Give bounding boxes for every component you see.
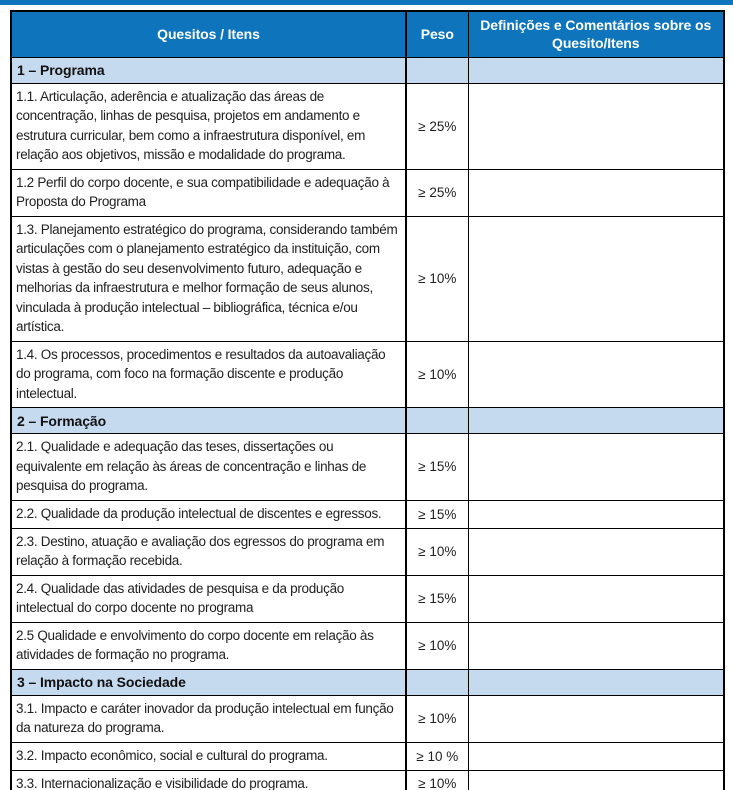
column-header-peso: Peso	[406, 11, 468, 57]
item-peso-cell: ≥ 25%	[406, 83, 468, 169]
item-comment-cell	[468, 169, 724, 216]
item-comment-cell	[468, 500, 724, 528]
section-peso-cell	[406, 57, 468, 83]
item-comment-cell	[468, 770, 724, 790]
item-text-cell: 3.2. Impacto econômico, social e cultural do programa.	[11, 742, 406, 770]
item-comment-cell	[468, 695, 724, 742]
item-peso-cell: ≥ 15%	[406, 500, 468, 528]
item-text-cell: 1.2 Perfil do corpo docente, e sua compatibilidade e adequação à Proposta do Programa	[11, 169, 406, 216]
item-text-cell: 1.1. Articulação, aderência e atualização das áreas de concentração, linhas de pesquisa, projetos em andamento e estrutura curricular, bem como a infraestrutura disponível, em relação aos objetivos, missão e modalidade do programa.	[11, 83, 406, 169]
table-body	[11, 57, 724, 790]
section-peso-cell	[406, 669, 468, 695]
item-text-cell: 1.4. Os processos, procedimentos e resultados da autoavaliação do programa, com foco na formação discente e produção intelectual.	[11, 341, 406, 408]
evaluation-table	[10, 10, 725, 790]
item-text-cell: 1.3. Planejamento estratégico do programa, considerando também articulações com o planejamento estratégico da instituição, com vistas à gestão do seu desenvolvimento futuro, adequação e melhorias da infraestrutura e melhor formação de seus alunos, vinculada à produção intelectual – bibliográfica, técnica e/ou artística.	[11, 216, 406, 341]
item-peso-cell: ≥ 10%	[406, 341, 468, 408]
item-row	[11, 341, 724, 408]
item-row	[11, 500, 724, 528]
item-row	[11, 742, 724, 770]
section-label: 2 – Formação	[11, 408, 406, 434]
section-comment-cell	[468, 669, 724, 695]
item-comment-cell	[468, 341, 724, 408]
item-comment-cell	[468, 575, 724, 622]
item-comment-cell	[468, 83, 724, 169]
item-row	[11, 622, 724, 669]
section-comment-cell	[468, 57, 724, 83]
item-peso-cell: ≥ 10%	[406, 770, 468, 790]
item-peso-cell: ≥ 10%	[406, 528, 468, 575]
top-blue-rule	[0, 0, 733, 5]
item-peso-cell: ≥ 15%	[406, 575, 468, 622]
section-row	[11, 408, 724, 434]
item-row	[11, 216, 724, 341]
item-comment-cell	[468, 742, 724, 770]
item-peso-cell: ≥ 10 %	[406, 742, 468, 770]
section-label: 3 – Impacto na Sociedade	[11, 669, 406, 695]
item-peso-cell: ≥ 10%	[406, 695, 468, 742]
section-peso-cell	[406, 408, 468, 434]
item-peso-cell: ≥ 25%	[406, 169, 468, 216]
item-row	[11, 575, 724, 622]
item-row	[11, 695, 724, 742]
item-row	[11, 169, 724, 216]
item-text-cell: 2.4. Qualidade das atividades de pesquisa e da produção intelectual do corpo docente no programa	[11, 575, 406, 622]
column-header-quesitos-itens: Quesitos / Itens	[11, 11, 406, 57]
item-text-cell: 2.1. Qualidade e adequação das teses, dissertações ou equivalente em relação às áreas de concentração e linhas de pesquisa do programa.	[11, 434, 406, 501]
item-peso-cell: ≥ 15%	[406, 434, 468, 501]
item-text-cell: 2.5 Qualidade e envolvimento do corpo docente em relação às atividades de formação no programa.	[11, 622, 406, 669]
item-text-cell: 3.1. Impacto e caráter inovador da produção intelectual em função da natureza do programa.	[11, 695, 406, 742]
item-text-cell: 3.3. Internacionalização e visibilidade do programa.	[11, 770, 406, 790]
item-row	[11, 434, 724, 501]
item-row	[11, 770, 724, 790]
section-label: 1 – Programa	[11, 57, 406, 83]
column-header-definicoes-comentarios: Definições e Comentários sobre os Quesito/Itens	[468, 11, 724, 57]
item-text-cell: 2.3. Destino, atuação e avaliação dos egressos do programa em relação à formação recebida.	[11, 528, 406, 575]
item-comment-cell	[468, 434, 724, 501]
item-comment-cell	[468, 622, 724, 669]
item-peso-cell: ≥ 10%	[406, 622, 468, 669]
item-text-cell: 2.2. Qualidade da produção intelectual de discentes e egressos.	[11, 500, 406, 528]
item-comment-cell	[468, 216, 724, 341]
header-row	[11, 11, 724, 57]
section-comment-cell	[468, 408, 724, 434]
section-row	[11, 57, 724, 83]
item-row	[11, 528, 724, 575]
item-comment-cell	[468, 528, 724, 575]
item-row	[11, 83, 724, 169]
item-peso-cell: ≥ 10%	[406, 216, 468, 341]
section-row	[11, 669, 724, 695]
